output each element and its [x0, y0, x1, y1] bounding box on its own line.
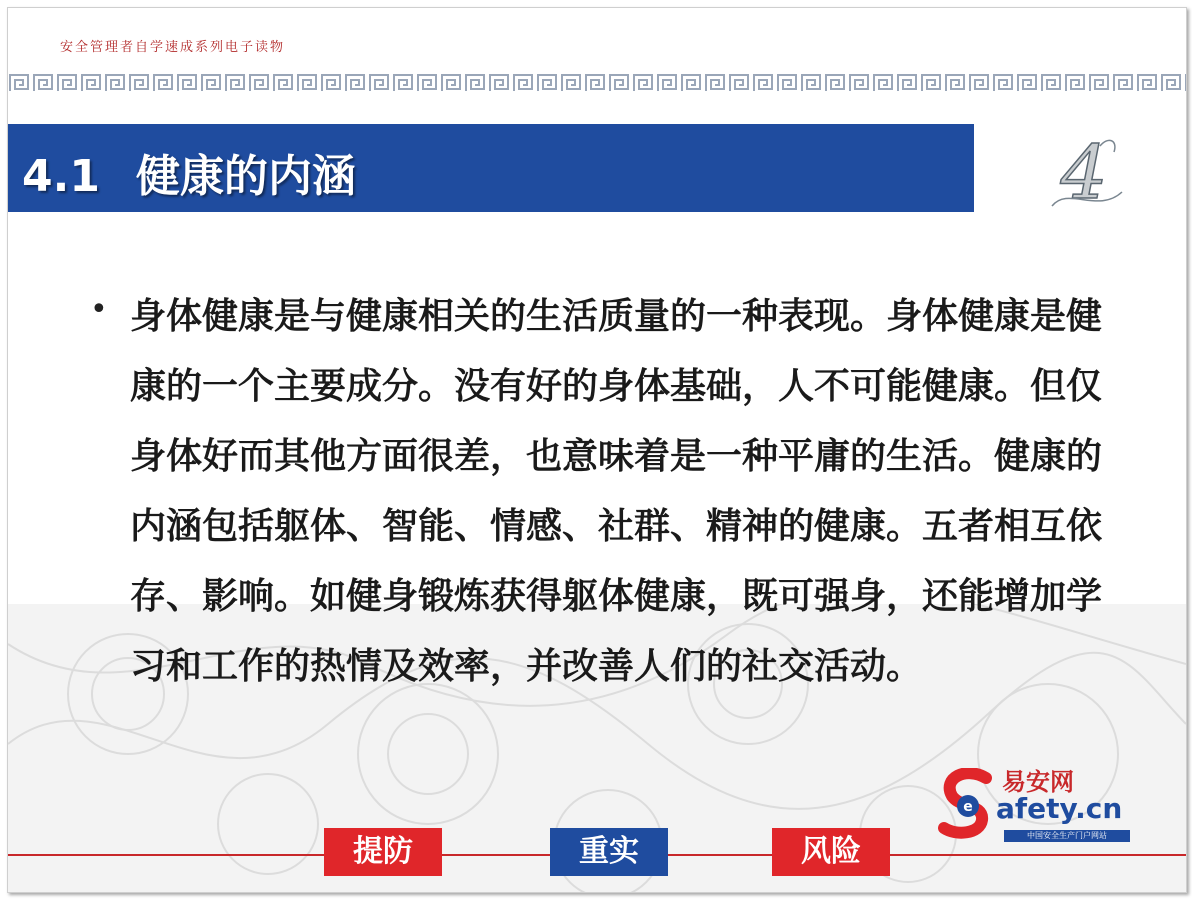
series-title: 安全管理者自学速成系列电子读物	[60, 40, 286, 55]
brand-name-en: afety.cn	[996, 792, 1123, 825]
brand-s-icon	[936, 768, 998, 842]
svg-text:e: e	[963, 799, 973, 815]
section-number: 4.1	[22, 151, 100, 202]
content-area	[90, 282, 1140, 702]
section-title	[22, 140, 356, 204]
chapter-number-ornament	[1038, 126, 1130, 216]
chapter-number: 4	[1060, 130, 1108, 216]
footer-label-risk: 风险	[772, 828, 890, 876]
footer-label-guard: 提防	[324, 828, 442, 876]
section-title-text: 健康的内涵	[135, 151, 356, 202]
footer-label-emphasize: 重实	[550, 828, 668, 876]
body-paragraph: 身体健康是与健康相关的生活质量的一种表现。身体健康是健康的一个主要成分。没有好的身体基础，人不可能健康。但仅身体好而其他方面很差，也意味着是一种平庸的生活。健康的内涵包括躯体、智能、情感、社群、精神的健康。五者相互依存、影响。如健身锻炼获得躯体健康，既可强身，还能增加学习和工作的热情及效率，并改善人们的社交活动。	[130, 296, 1103, 687]
brand-tagline: 中国安全生产门户网站	[1004, 830, 1130, 842]
section-header	[8, 124, 974, 212]
bullet-marker: •	[90, 292, 108, 327]
slide	[7, 7, 1187, 893]
brand-logo	[936, 762, 1132, 842]
brand-name-cn: 易安网	[1002, 768, 1074, 796]
fret-border-decoration	[8, 72, 1186, 94]
